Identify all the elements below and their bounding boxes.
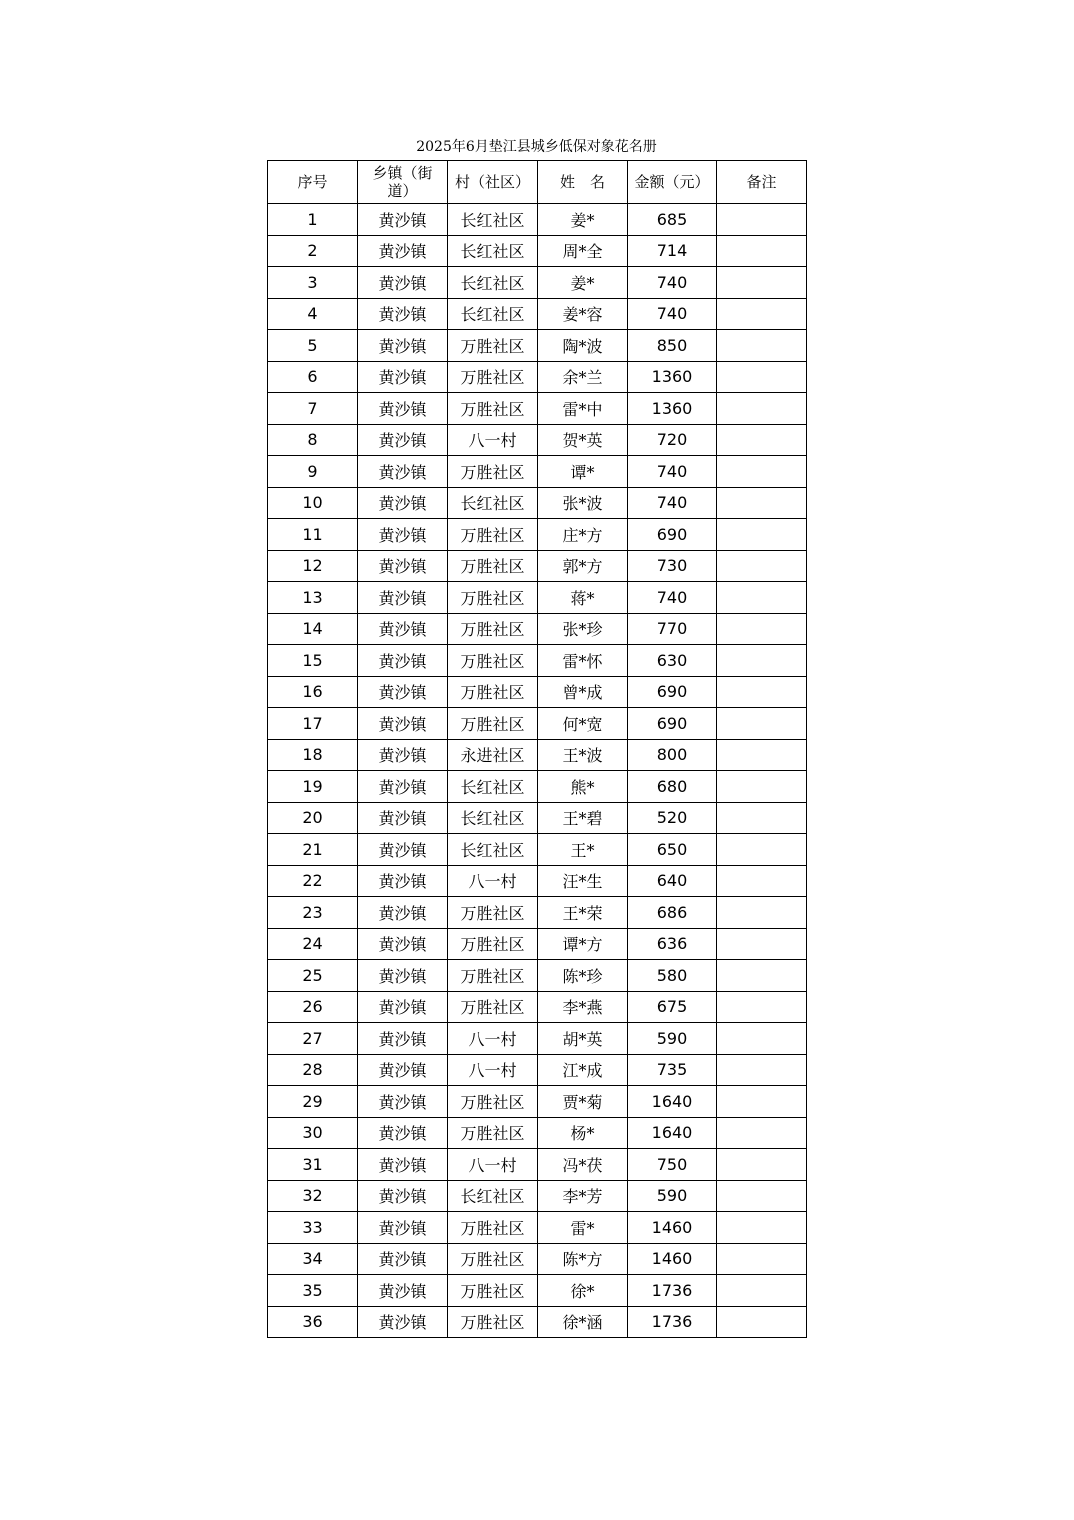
cell-serial-number: 19 [268,771,358,803]
table-row [268,235,807,267]
cell-name: 谭* [538,456,628,488]
cell-amount: 1736 [628,1275,717,1307]
cell-town: 黄沙镇 [358,613,448,645]
cell-village: 万胜社区 [448,582,538,614]
cell-remark [717,487,807,519]
cell-remark [717,1149,807,1181]
cell-town: 黄沙镇 [358,456,448,488]
cell-amount: 740 [628,582,717,614]
cell-remark [717,834,807,866]
header-amount: 金额（元） [628,161,717,204]
table-row [268,897,807,929]
table-row [268,928,807,960]
cell-name: 雷* [538,1212,628,1244]
cell-remark [717,960,807,992]
cell-village: 长红社区 [448,1180,538,1212]
cell-village: 万胜社区 [448,1117,538,1149]
cell-serial-number: 8 [268,424,358,456]
header-remark: 备注 [717,161,807,204]
table-row [268,550,807,582]
cell-name: 姜* [538,204,628,236]
cell-serial-number: 30 [268,1117,358,1149]
cell-remark [717,1054,807,1086]
cell-serial-number: 26 [268,991,358,1023]
table-row [268,361,807,393]
table-row [268,865,807,897]
cell-name: 熊* [538,771,628,803]
cell-amount: 680 [628,771,717,803]
cell-remark [717,739,807,771]
cell-town: 黄沙镇 [358,1180,448,1212]
cell-village: 万胜社区 [448,960,538,992]
cell-remark [717,1086,807,1118]
cell-amount: 590 [628,1023,717,1055]
cell-remark [717,582,807,614]
cell-serial-number: 17 [268,708,358,740]
cell-town: 黄沙镇 [358,739,448,771]
cell-village: 万胜社区 [448,519,538,551]
cell-town: 黄沙镇 [358,330,448,362]
cell-amount: 1460 [628,1212,717,1244]
cell-village: 八一村 [448,1149,538,1181]
cell-serial-number: 23 [268,897,358,929]
cell-village: 万胜社区 [448,456,538,488]
cell-town: 黄沙镇 [358,550,448,582]
cell-town: 黄沙镇 [358,1086,448,1118]
cell-serial-number: 34 [268,1243,358,1275]
cell-name: 陶*波 [538,330,628,362]
cell-name: 徐* [538,1275,628,1307]
cell-name: 王* [538,834,628,866]
cell-serial-number: 31 [268,1149,358,1181]
cell-amount: 590 [628,1180,717,1212]
cell-village: 长红社区 [448,487,538,519]
cell-remark [717,456,807,488]
cell-serial-number: 2 [268,235,358,267]
cell-town: 黄沙镇 [358,1149,448,1181]
table-row [268,802,807,834]
header-row [268,161,807,204]
cell-name: 曾*成 [538,676,628,708]
cell-name: 何*宽 [538,708,628,740]
table-row [268,1054,807,1086]
table-row [268,393,807,425]
cell-town: 黄沙镇 [358,1023,448,1055]
cell-name: 蒋* [538,582,628,614]
cell-remark [717,802,807,834]
table-row [268,298,807,330]
cell-village: 万胜社区 [448,550,538,582]
cell-amount: 1360 [628,361,717,393]
cell-name: 冯*茯 [538,1149,628,1181]
cell-village: 万胜社区 [448,928,538,960]
cell-remark [717,676,807,708]
cell-name: 姜* [538,267,628,299]
cell-remark [717,645,807,677]
table-row [268,330,807,362]
header-name: 姓 名 [538,161,628,204]
cell-village: 万胜社区 [448,330,538,362]
cell-amount: 740 [628,298,717,330]
cell-remark [717,550,807,582]
cell-name: 王*荣 [538,897,628,929]
cell-village: 万胜社区 [448,645,538,677]
cell-name: 胡*英 [538,1023,628,1055]
cell-amount: 685 [628,204,717,236]
cell-remark [717,1243,807,1275]
cell-amount: 690 [628,676,717,708]
cell-amount: 800 [628,739,717,771]
cell-name: 贾*菊 [538,1086,628,1118]
table-row [268,519,807,551]
cell-village: 八一村 [448,1023,538,1055]
cell-name: 陈*方 [538,1243,628,1275]
cell-village: 长红社区 [448,204,538,236]
cell-village: 万胜社区 [448,1275,538,1307]
table-row [268,613,807,645]
cell-remark [717,897,807,929]
cell-town: 黄沙镇 [358,928,448,960]
table-row [268,456,807,488]
table-row [268,1117,807,1149]
header-town: 乡镇（街道） [358,161,448,204]
table-row [268,424,807,456]
cell-remark [717,1023,807,1055]
cell-remark [717,1117,807,1149]
cell-town: 黄沙镇 [358,298,448,330]
cell-name: 李*芳 [538,1180,628,1212]
cell-remark [717,708,807,740]
cell-name: 江*成 [538,1054,628,1086]
cell-town: 黄沙镇 [358,424,448,456]
table-row [268,1275,807,1307]
cell-town: 黄沙镇 [358,1117,448,1149]
table-row [268,991,807,1023]
cell-serial-number: 24 [268,928,358,960]
cell-town: 黄沙镇 [358,897,448,929]
header-serial-number: 序号 [268,161,358,204]
cell-name: 余*兰 [538,361,628,393]
cell-serial-number: 15 [268,645,358,677]
cell-amount: 770 [628,613,717,645]
cell-serial-number: 5 [268,330,358,362]
cell-town: 黄沙镇 [358,361,448,393]
cell-town: 黄沙镇 [358,1212,448,1244]
cell-amount: 850 [628,330,717,362]
cell-village: 万胜社区 [448,676,538,708]
cell-village: 万胜社区 [448,708,538,740]
cell-town: 黄沙镇 [358,582,448,614]
cell-remark [717,424,807,456]
cell-amount: 1736 [628,1306,717,1338]
cell-amount: 690 [628,519,717,551]
cell-remark [717,361,807,393]
cell-town: 黄沙镇 [358,645,448,677]
cell-remark [717,393,807,425]
cell-name: 贺*英 [538,424,628,456]
cell-amount: 580 [628,960,717,992]
table-row [268,1306,807,1338]
cell-serial-number: 27 [268,1023,358,1055]
cell-town: 黄沙镇 [358,204,448,236]
cell-village: 长红社区 [448,771,538,803]
cell-town: 黄沙镇 [358,708,448,740]
cell-serial-number: 9 [268,456,358,488]
cell-amount: 740 [628,267,717,299]
cell-name: 张*珍 [538,613,628,645]
table-row [268,267,807,299]
cell-serial-number: 6 [268,361,358,393]
cell-village: 八一村 [448,424,538,456]
cell-name: 王*碧 [538,802,628,834]
cell-village: 万胜社区 [448,1212,538,1244]
cell-village: 万胜社区 [448,613,538,645]
cell-town: 黄沙镇 [358,1306,448,1338]
table-row [268,1023,807,1055]
document-title: 2025年6月垫江县城乡低保对象花名册 [416,139,657,155]
cell-serial-number: 7 [268,393,358,425]
cell-town: 黄沙镇 [358,235,448,267]
cell-town: 黄沙镇 [358,960,448,992]
cell-name: 谭*方 [538,928,628,960]
cell-town: 黄沙镇 [358,1275,448,1307]
table-row [268,204,807,236]
table-row [268,676,807,708]
cell-village: 八一村 [448,865,538,897]
cell-town: 黄沙镇 [358,802,448,834]
cell-name: 周*全 [538,235,628,267]
cell-amount: 1460 [628,1243,717,1275]
cell-amount: 690 [628,708,717,740]
cell-name: 姜*容 [538,298,628,330]
cell-village: 万胜社区 [448,361,538,393]
cell-amount: 1360 [628,393,717,425]
cell-serial-number: 32 [268,1180,358,1212]
cell-remark [717,519,807,551]
cell-serial-number: 21 [268,834,358,866]
cell-amount: 675 [628,991,717,1023]
cell-remark [717,865,807,897]
cell-amount: 740 [628,456,717,488]
cell-remark [717,771,807,803]
cell-serial-number: 36 [268,1306,358,1338]
cell-village: 长红社区 [448,802,538,834]
cell-amount: 730 [628,550,717,582]
cell-remark [717,204,807,236]
cell-amount: 735 [628,1054,717,1086]
cell-village: 万胜社区 [448,1306,538,1338]
cell-serial-number: 10 [268,487,358,519]
cell-serial-number: 25 [268,960,358,992]
cell-serial-number: 16 [268,676,358,708]
cell-amount: 640 [628,865,717,897]
cell-amount: 720 [628,424,717,456]
cell-name: 汪*生 [538,865,628,897]
cell-serial-number: 35 [268,1275,358,1307]
table-row [268,834,807,866]
cell-remark [717,613,807,645]
cell-village: 永进社区 [448,739,538,771]
cell-remark [717,1180,807,1212]
cell-town: 黄沙镇 [358,1054,448,1086]
table-row [268,1212,807,1244]
cell-amount: 1640 [628,1086,717,1118]
cell-remark [717,991,807,1023]
cell-remark [717,267,807,299]
cell-remark [717,1275,807,1307]
table-body [268,204,807,1338]
cell-village: 万胜社区 [448,1086,538,1118]
cell-serial-number: 18 [268,739,358,771]
table-row [268,739,807,771]
cell-village: 万胜社区 [448,991,538,1023]
cell-amount: 750 [628,1149,717,1181]
cell-serial-number: 11 [268,519,358,551]
cell-name: 李*燕 [538,991,628,1023]
cell-name: 庄*方 [538,519,628,551]
cell-name: 张*波 [538,487,628,519]
cell-town: 黄沙镇 [358,267,448,299]
cell-serial-number: 22 [268,865,358,897]
cell-town: 黄沙镇 [358,991,448,1023]
cell-town: 黄沙镇 [358,834,448,866]
cell-name: 雷*怀 [538,645,628,677]
cell-town: 黄沙镇 [358,865,448,897]
cell-amount: 714 [628,235,717,267]
table-row [268,960,807,992]
cell-amount: 740 [628,487,717,519]
cell-village: 长红社区 [448,267,538,299]
cell-serial-number: 28 [268,1054,358,1086]
cell-remark [717,298,807,330]
cell-serial-number: 14 [268,613,358,645]
table-row [268,1243,807,1275]
cell-remark [717,330,807,362]
cell-village: 万胜社区 [448,897,538,929]
recipient-table [267,160,807,1338]
cell-village: 万胜社区 [448,1243,538,1275]
cell-amount: 650 [628,834,717,866]
cell-amount: 630 [628,645,717,677]
table-row [268,645,807,677]
cell-town: 黄沙镇 [358,487,448,519]
cell-amount: 520 [628,802,717,834]
cell-remark [717,928,807,960]
cell-village: 长红社区 [448,834,538,866]
cell-town: 黄沙镇 [358,519,448,551]
table-row [268,487,807,519]
cell-town: 黄沙镇 [358,1243,448,1275]
cell-name: 雷*中 [538,393,628,425]
cell-village: 八一村 [448,1054,538,1086]
cell-name: 王*波 [538,739,628,771]
table-header [268,161,807,204]
cell-remark [717,1306,807,1338]
cell-town: 黄沙镇 [358,771,448,803]
cell-amount: 636 [628,928,717,960]
cell-amount: 686 [628,897,717,929]
cell-serial-number: 20 [268,802,358,834]
cell-name: 陈*珍 [538,960,628,992]
cell-village: 长红社区 [448,298,538,330]
cell-name: 徐*涵 [538,1306,628,1338]
cell-town: 黄沙镇 [358,393,448,425]
cell-amount: 1640 [628,1117,717,1149]
cell-serial-number: 12 [268,550,358,582]
cell-name: 杨* [538,1117,628,1149]
table-row [268,1086,807,1118]
table-row [268,708,807,740]
cell-town: 黄沙镇 [358,676,448,708]
cell-serial-number: 3 [268,267,358,299]
table-row [268,582,807,614]
cell-remark [717,1212,807,1244]
cell-remark [717,235,807,267]
cell-serial-number: 4 [268,298,358,330]
cell-serial-number: 1 [268,204,358,236]
table-row [268,1149,807,1181]
table-row [268,771,807,803]
cell-serial-number: 29 [268,1086,358,1118]
table-row [268,1180,807,1212]
cell-village: 万胜社区 [448,393,538,425]
cell-village: 长红社区 [448,235,538,267]
header-village: 村（社区） [448,161,538,204]
cell-serial-number: 33 [268,1212,358,1244]
cell-name: 郭*方 [538,550,628,582]
cell-serial-number: 13 [268,582,358,614]
